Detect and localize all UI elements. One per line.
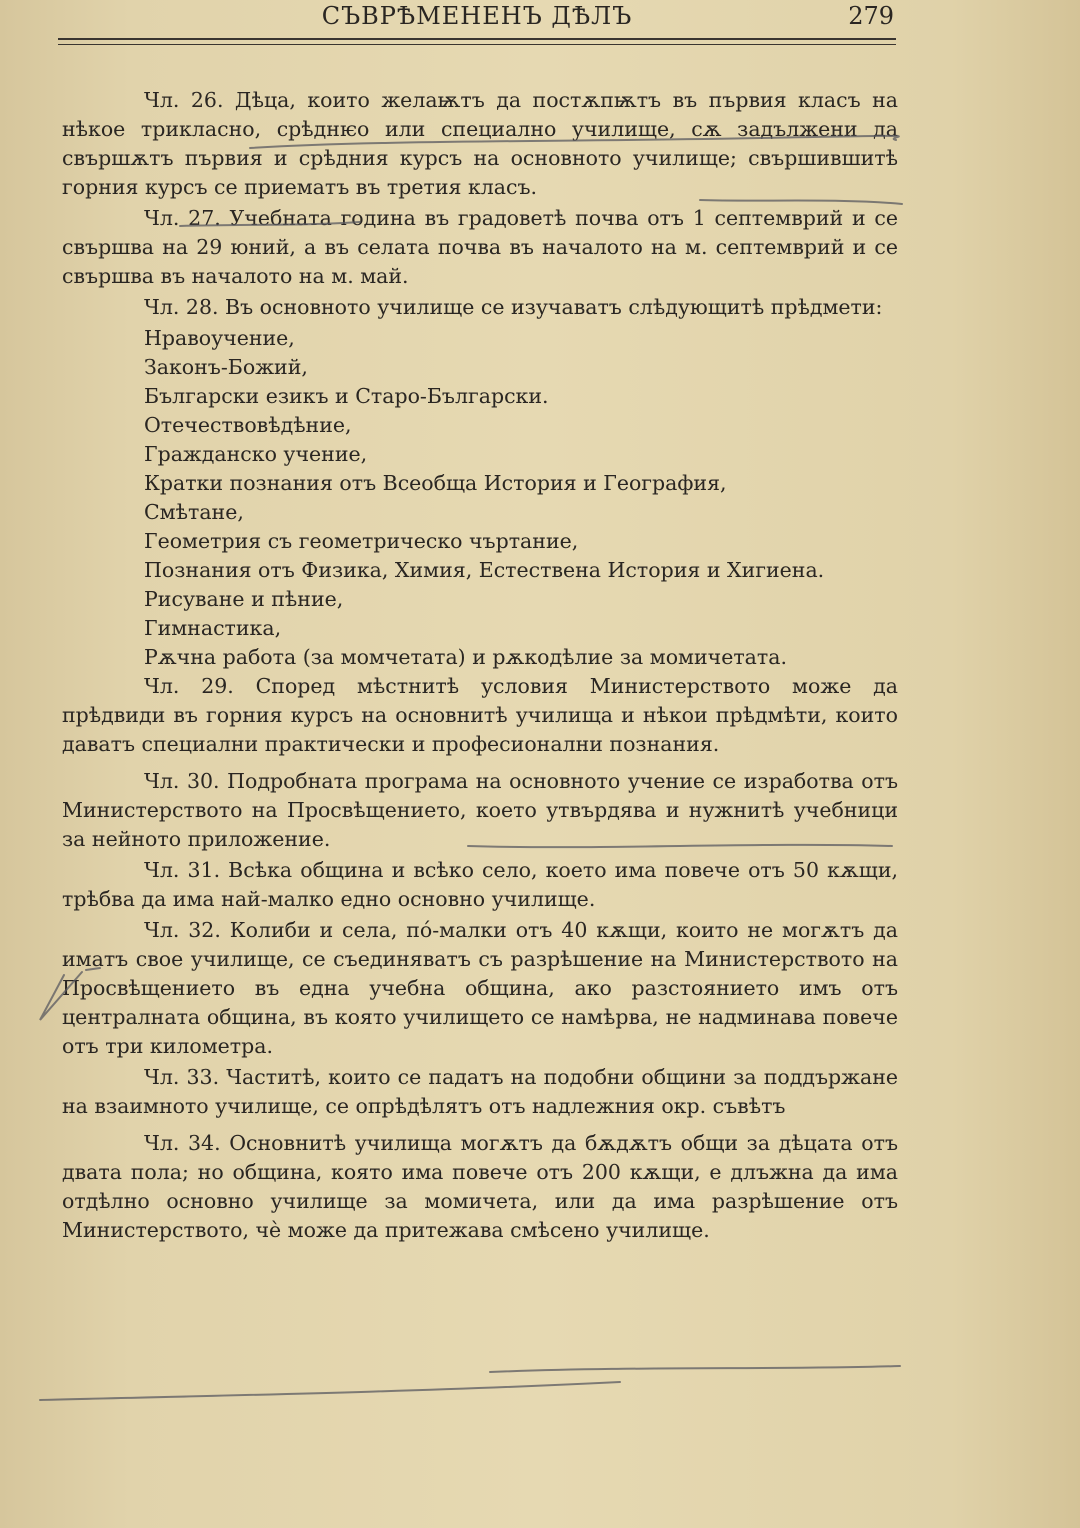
article-28: Чл. 28. Въ основното училище се изучаватъ слѣдующитѣ прѣдмети: [144,295,883,319]
subject-item: Кратки познания отъ Всеобща История и География, [144,471,727,495]
article-34: Чл. 34. Основнитѣ училища могѫтъ да бѫдѫтъ общи за дѣцата отъ двата пола; но община, която има повече отъ 200 кѫщи, е длъжна да има отдѣлно основно училище за момичета, или да има разрѣшение отъ Министерството, чѐ може да притежава смѣсено училище. [62,1131,898,1242]
subject-item: Смѣтане, [144,500,244,524]
page-number: 279 [848,2,894,30]
header-rule-thick [58,38,896,40]
article-29: Чл. 29. Според мѣстнитѣ условия Министерството може да прѣдвиди въ горния курсъ на основнитѣ училища и нѣкои прѣдмѣти, които даватъ специални практически и професионални познания. [62,674,898,756]
article-32: Чл. 32. Колиби и села, пó-малки отъ 40 кѫщи, които не могѫтъ да иматъ свое училище, се съединяватъ съ разрѣшение на Министерството на Просвѣщението въ една учебна община, ако разстоянието имъ отъ централната община, въ която училището се намѣрва, не надминава повече отъ три километра. [62,918,898,1058]
subject-item: Гражданско учение, [144,442,368,466]
subject-item: Рѫчна работа (за момчетата) и рѫкодѣлие за момичетата. [144,645,787,669]
running-title: СЪВРѢМЕНЕНЪ ДѢЛЪ [321,2,633,30]
page-header [60,0,894,34]
article-33: Чл. 33. Частитѣ, които се падатъ на подобни общини за поддържане на взаимното училище, се опрѣдѣлятъ отъ надлежния окр. съвѣтъ [62,1065,898,1118]
article-31: Чл. 31. Всѣка община и всѣко село, което има повече отъ 50 кѫщи, трѣбва да има най-малко едно основно училище. [62,858,898,911]
subject-item: Познания отъ Физика, Химия, Естествена История и Хигиена. [144,558,825,582]
pencil-underline [40,1382,620,1400]
article-26: Чл. 26. Дѣца, които желаѭтъ да постѫпѭтъ въ първия класъ на нѣкое трикласно, срѣднѥо или специално училище, сѫ задължени да свършѫтъ първия и срѣдния курсъ на основното училище; свършившитѣ горния курсъ се приематъ въ третия класъ. [62,88,898,199]
subject-item: Законъ-Божий, [144,355,308,379]
header-rule-thin [58,44,896,45]
article-27: Чл. 27. Учебната година въ градоветѣ почва отъ 1 септемврий и се свършва на 29 юний, а въ селата почва въ началото на м. септемврий и се свършва въ началото на м. май. [62,206,898,288]
subject-item: Геометрия съ геометрическо чъртание, [144,529,579,553]
subject-item: Гимнастика, [144,616,282,640]
pencil-underline [490,1366,900,1372]
article-30: Чл. 30. Подробната програма на основното учение се изработва отъ Министерството на Просвѣщението, което утвърдява и нужнитѣ учебници за нейното приложение. [62,769,898,851]
subject-item: Български езикъ и Старо-Български. [144,384,549,408]
subject-item: Рисуване и пѣние, [144,587,344,611]
body-text [62,86,898,1247]
subject-item: Отечествовѣдѣние, [144,413,352,437]
subject-list [62,324,898,672]
subject-item: Нравоучение, [144,326,295,350]
